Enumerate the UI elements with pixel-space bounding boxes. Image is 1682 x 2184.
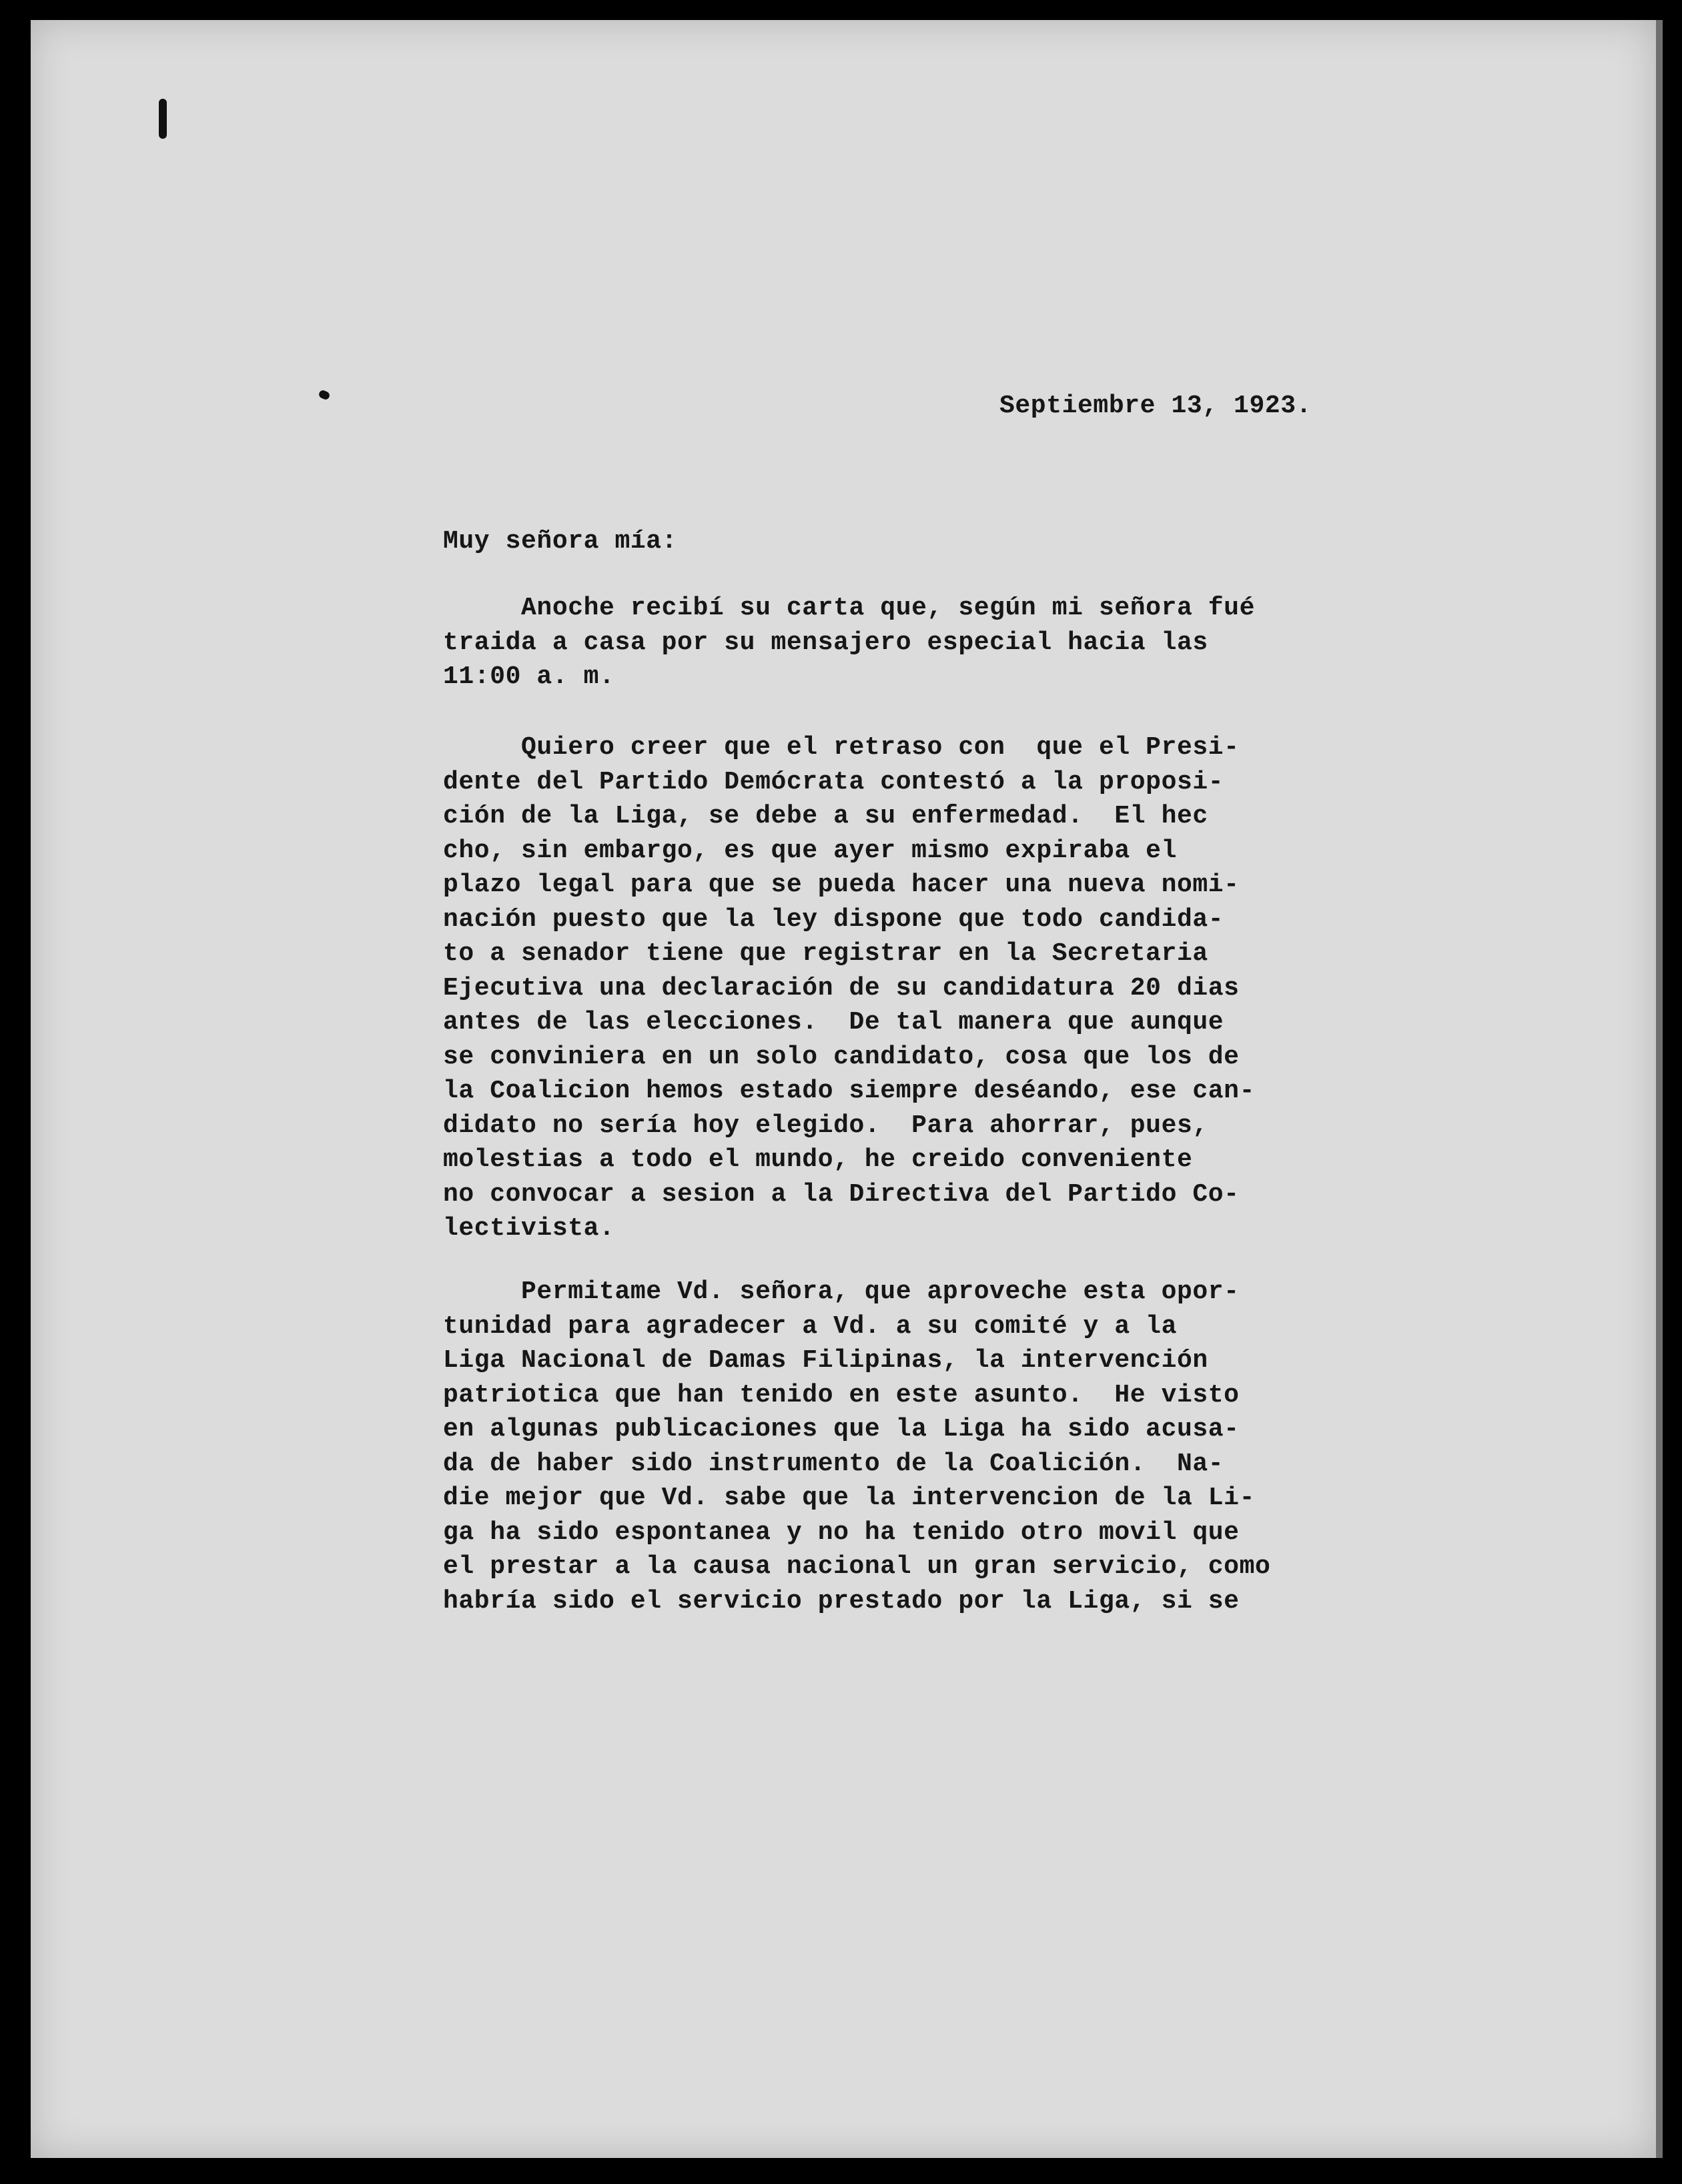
text-line: antes de las elecciones. De tal manera que aunque <box>443 1008 1224 1037</box>
text-line: en algunas publicaciones que la Liga ha sido acusa- <box>443 1415 1240 1444</box>
text-line: ción de la Liga, se debe a su enfermedad. El hec <box>443 802 1208 831</box>
text-line: Quiero creer que el retraso con que el Presi- <box>443 733 1240 762</box>
text-line: Liga Nacional de Damas Filipinas, la intervención <box>443 1346 1208 1375</box>
page-edge <box>1656 20 1663 2158</box>
text-line: la Coalicion hemos estado siempre deséando, ese can- <box>443 1077 1255 1105</box>
letter-salutation: Muy señora mía: <box>443 527 678 556</box>
text-line: no convocar a sesion a la Directiva del Partido Co- <box>443 1179 1240 1209</box>
text-line: to a senador tiene que registrar en la Secretaria <box>443 939 1208 968</box>
text-line: plazo legal para que se pueda hacer una nueva nomi- <box>443 871 1240 899</box>
text-line: tunidad para agradecer a Vd. a su comité y a la <box>443 1311 1177 1341</box>
letter-paragraph-1 <box>443 591 1330 694</box>
text-line: lectivista. <box>443 1214 615 1243</box>
text-line: didato no sería hoy elegido. Para ahorrar, pues, <box>443 1111 1208 1140</box>
text-line: el prestar a la causa nacional un gran servicio, como <box>443 1552 1271 1581</box>
text-line: 11:00 a. m. <box>443 662 615 691</box>
text-line: patriotica que han tenido en este asunto. He visto <box>443 1380 1240 1410</box>
ink-mark <box>159 99 167 139</box>
text-line: da de haber sido instrumento de la Coalición. Na- <box>443 1449 1224 1478</box>
letter-paragraph-3 <box>443 1275 1330 1618</box>
text-line: Permitame Vd. señora, que aproveche esta opor- <box>443 1277 1240 1306</box>
text-line: dente del Partido Demócrata contestó a la proposi- <box>443 767 1224 796</box>
text-line: cho, sin embargo, es que ayer mismo expiraba el <box>443 836 1177 865</box>
letter-date: Septiembre 13, 1923. <box>999 392 1312 420</box>
letter-paragraph-2 <box>443 730 1330 1246</box>
text-line: nación puesto que la ley dispone que todo candida- <box>443 905 1224 934</box>
text-line: habría sido el servicio prestado por la Liga, si se <box>443 1586 1240 1616</box>
text-line: Anoche recibí su carta que, según mi señora fué <box>443 594 1255 622</box>
text-line: ga ha sido espontanea y no ha tenido otro movil que <box>443 1518 1240 1547</box>
text-line: Ejecutiva una declaración de su candidatura 20 dias <box>443 973 1240 1003</box>
text-line: se conviniera en un solo candidato, cosa que los de <box>443 1042 1240 1071</box>
text-line: molestias a todo el mundo, he creido conveniente <box>443 1145 1193 1174</box>
text-line: die mejor que Vd. sabe que la intervencion de la Li- <box>443 1484 1255 1512</box>
text-line: traida a casa por su mensajero especial hacia las <box>443 628 1208 657</box>
